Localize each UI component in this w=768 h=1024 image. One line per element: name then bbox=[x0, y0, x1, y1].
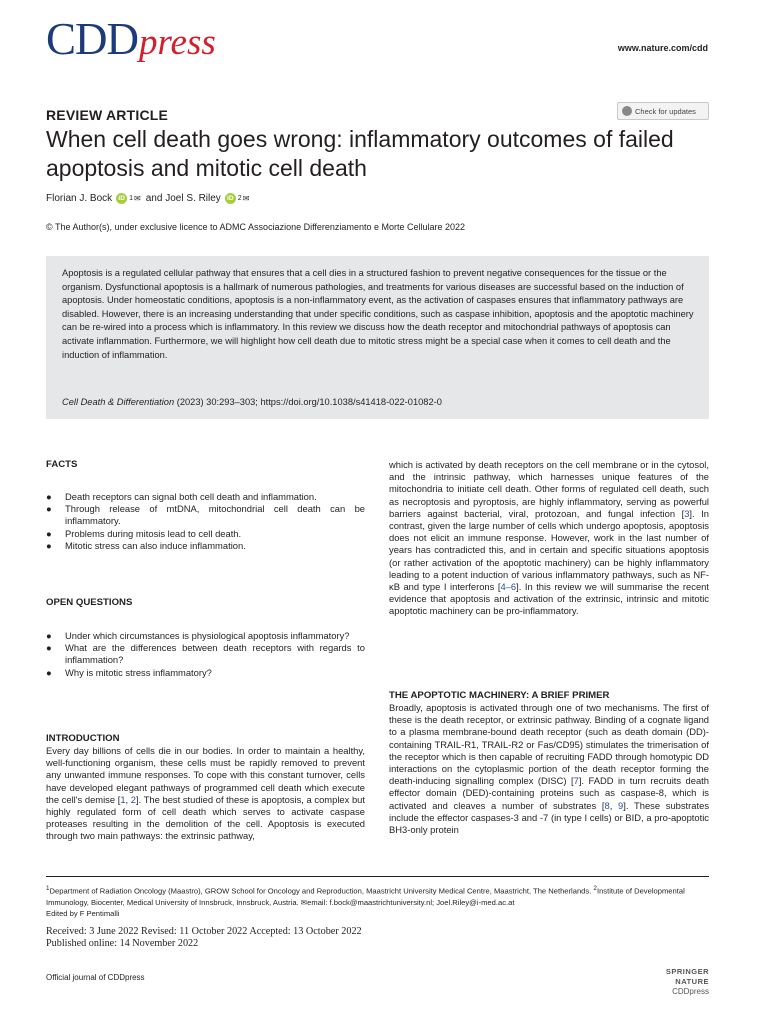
list-item: ● What are the differences between death receptors with regards to inflammation? bbox=[46, 642, 365, 666]
published-date: Published online: 14 November 2022 bbox=[46, 937, 199, 949]
author-2-affiliation: 2 bbox=[237, 195, 242, 202]
email-icon: ✉ bbox=[300, 897, 308, 907]
list-item: ● Problems during mitosis lead to cell death. bbox=[46, 527, 242, 539]
reference-link[interactable]: 8 bbox=[604, 799, 610, 811]
bullet-icon: ● bbox=[46, 527, 52, 539]
bullet-icon: ● bbox=[46, 642, 52, 654]
citation-details[interactable]: (2023) 30:293–303; https://doi.org/10.1038/s41418-022-01082-0 bbox=[174, 397, 442, 407]
reference-link[interactable]: 4–6 bbox=[500, 581, 517, 593]
primer-paragraph: Broadly, apoptosis is activated through one of two mechanisms. The first of these is the death receptor, or extrinsic pathway. Binding of a cognate ligand to a plasma membrane-bound death receptor (such as death domain (DD)-containing TRAIL-R1, TRAIL-R2 or Fas/CD95) stimulates the trimerisation of the receptor which is then capable of recruiting FADD through homotypic DD interactions on the cytoplasmic portion of the death receptor forming the death-inducing signalling complex (DISC) [7]. FADD in turn recruits death effector domain (DED)-containing proteins such as caspase-8, which is activated and cleaves a number of substrates [8, 9]. These substrates include the effector caspases-3 and -7 (in type I cells) or BID, a pro-apoptotic BH3-only protein bbox=[389, 702, 710, 836]
reference-link[interactable]: 9 bbox=[618, 799, 624, 811]
primer-heading: THE APOPTOTIC MACHINERY: A BRIEF PRIMER bbox=[389, 690, 610, 701]
bullet-icon: ● bbox=[46, 503, 52, 515]
reference-link[interactable]: 1 bbox=[120, 793, 126, 805]
bullet-icon: ● bbox=[46, 539, 52, 551]
footer-divider bbox=[46, 876, 709, 877]
author-1[interactable]: Florian J. Bock bbox=[46, 193, 113, 204]
article-dates bbox=[46, 926, 362, 949]
affiliations: $^1$Department of Radiation Oncology (Maastro), GROW School for Oncology and Reproduction, Maastricht University Medical Centre, Maastricht, The Netherlands. $^2$Institute of Developmental Immunology, Biocenter, Medical University of Innsbruck, Innsbruck, Austria. ✉email: f.bock@maastrichtuniversity.nl; Joel.Riley@i-med.ac.at Edited by F Pentimalli bbox=[46, 885, 685, 918]
bullet-icon: ● bbox=[46, 630, 52, 641]
reference-link[interactable]: 2 bbox=[130, 793, 137, 805]
update-icon bbox=[622, 106, 632, 116]
reference-link[interactable]: 7 bbox=[573, 775, 579, 787]
open-questions-heading: OPEN QUESTIONS bbox=[46, 597, 133, 608]
list-item: ● Mitotic stress can also induce inflammation. bbox=[46, 539, 246, 551]
author-1-affiliation: 1 bbox=[129, 195, 134, 202]
check-updates-label: Check for updates bbox=[635, 106, 696, 116]
email-addresses[interactable]: email: f.bock@maastrichtuniversity.nl; Joel.Riley@i-med.ac.at bbox=[307, 897, 515, 907]
official-journal: Official journal of CDDpress bbox=[46, 973, 145, 982]
edited-by: Edited by F Pentimalli bbox=[46, 908, 120, 918]
author-2[interactable]: and Joel S. Riley bbox=[145, 193, 221, 204]
bullet-icon: ● bbox=[46, 491, 52, 502]
abstract-text: Apoptosis is a regulated cellular pathway that ensures that a cell dies in a structured fashion to prevent negative consequences for the tissue or the organism. Dysfunctional apoptosis is a hallmark of numerous pathologies, and treatments for various diseases are successful based on the induction of apoptosis. Under homeostatic conditions, apoptosis is a non-inflammatory event, as the activation of caspases ensures that inflammatory pathways are disabled. However, there is an increasing understanding that under specific conditions, such as caspase inhibition, apoptosis and the apoptotic machinery can be re-wired into a process which is inflammatory. In this review we discuss how the death receptor and mitochondrial pathways of apoptosis can activate inflammation. Furthermore, we will highlight how cell death due to mitotic stress might be a special case when it comes to cell death and the induction of inflammation. bbox=[62, 268, 694, 360]
list-item: ● Under which circumstances is physiological apoptosis inflammatory? bbox=[46, 630, 350, 641]
introduction-heading: INTRODUCTION bbox=[46, 733, 120, 744]
open-questions-list bbox=[46, 630, 365, 679]
copyright-notice: © The Author(s), under exclusive licence to ADMC Associazione Differenziamento e Morte Cellulare 2022 bbox=[46, 222, 466, 232]
logo-main: CDD bbox=[46, 14, 139, 64]
article-type: REVIEW ARTICLE bbox=[46, 107, 169, 123]
author-line bbox=[46, 193, 249, 204]
received-dates: Received: 3 June 2022 Revised: 11 October 2022 Accepted: 13 October 2022 bbox=[46, 926, 362, 937]
orcid-icon[interactable]: iD bbox=[225, 193, 236, 204]
list-item: ● Why is mitotic stress inflammatory? bbox=[46, 666, 212, 678]
reference-link[interactable]: 3 bbox=[684, 507, 690, 519]
springer-nature-logo: SPRINGER NATURE bbox=[665, 967, 709, 986]
introduction-continued: which is activated by death receptors on the cell membrane or in the cytosol, and the intrinsic pathway, which harnesses unique features of the mitochondria to initiate cell death. Other forms of regulated cell death, such as necroptosis and pyroptosis, are highly inflammatory, serving as powerful barriers against bacterial, viral, protozoan, and fungal infection [3]. In contrast, given the large number of cells which undergo apoptosis, apoptosis does not elicit an immune response. However, work in the last number of years has contradicted this, and in certain and specific situations apoptosis (or rather activation of the apoptotic machinery) can be highly inflammatory leading to a potent induction of various inflammatory pathways, such as NF-κB and type I interferons [4–6]. In this review we will summarise the recent evidence that apoptosis and activation of the extrinsic, intrinsic and mitotic apoptotic machinery can be pro-inflammatory. bbox=[389, 459, 709, 617]
citation bbox=[62, 397, 442, 407]
publisher-logo bbox=[637, 967, 709, 997]
article-title: When cell death goes wrong: inflammatory outcomes of failed apoptosis and mitotic cell death bbox=[46, 126, 674, 181]
bullet-icon: ● bbox=[46, 666, 52, 678]
logo-press: press bbox=[139, 22, 216, 63]
journal-logo bbox=[46, 14, 216, 64]
facts-list bbox=[46, 491, 365, 552]
orcid-icon[interactable]: iD bbox=[116, 193, 127, 204]
email-icon[interactable]: ✉ bbox=[242, 194, 250, 203]
facts-heading: FACTS bbox=[46, 459, 78, 470]
list-item: ● Through release of mtDNA, mitochondrial cell death can be inflammatory. bbox=[46, 503, 365, 527]
introduction-paragraph: Every day billions of cells die in our bodies. In order to maintain a healthy, well-functioning organism, these cells must be rapidly removed to prevent any unwanted immune responses. To cope with this constant turnover, cells have developed elegant pathways of programmed cell death which execute the cell's demise [1, 2]. The best studied of these is apoptosis, a complex but highly regulated form of cell death which serves to activate caspase proteases resulting in the demolition of the cell. Apoptosis is executed through two main pathways: the extrinsic pathway, bbox=[46, 745, 365, 842]
cddpress-small-logo: CDDpress bbox=[672, 987, 709, 996]
check-updates-button[interactable] bbox=[617, 102, 709, 120]
list-item: ● Death receptors can signal both cell death and inflammation. bbox=[46, 491, 317, 502]
email-icon[interactable]: ✉ bbox=[134, 194, 141, 203]
journal-name: Cell Death & Differentiation bbox=[62, 397, 175, 407]
journal-url[interactable]: www.nature.com/cdd bbox=[617, 43, 708, 53]
